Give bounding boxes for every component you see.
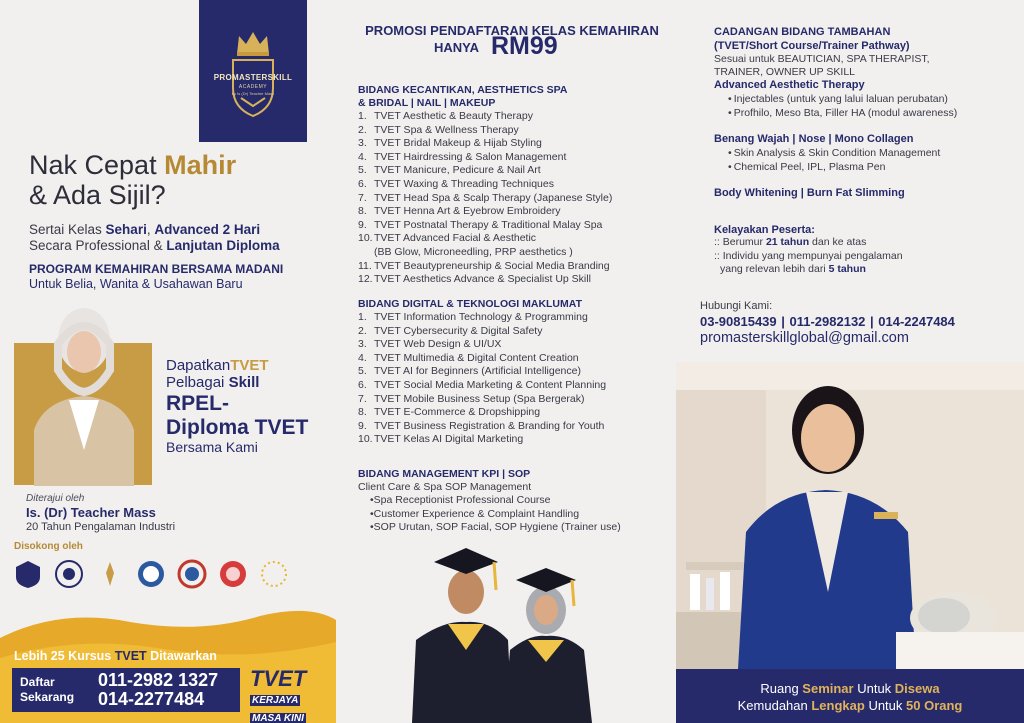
rpel-promo xyxy=(166,357,336,455)
list-item-text: TVET Henna Art & Eyebrow Embroidery xyxy=(374,205,561,218)
headline-line2: & Ada Sijil? xyxy=(29,180,166,210)
list-item-number: 2. xyxy=(358,324,367,337)
eligibility-title: Kelayakan Peserta: xyxy=(714,224,815,236)
list-item-number: 2. xyxy=(358,123,367,136)
eligibility-part: :: Berumur xyxy=(714,236,766,248)
list-item-text: TVET Bridal Makeup & Hijab Styling xyxy=(374,137,542,150)
list-item xyxy=(358,110,668,124)
list-item-text: TVET Cybersecurity & Digital Safety xyxy=(374,324,543,337)
diploma-title: Diploma TVET xyxy=(166,416,309,439)
seminar-bold: Lengkap xyxy=(811,698,865,713)
beauty-course-list xyxy=(358,110,668,287)
seminar-part: Ruang xyxy=(760,681,803,696)
list-item-number: 3. xyxy=(358,338,367,351)
cadangan-desc-2: TRAINER, OWNER UP SKILL xyxy=(714,66,856,78)
contact-email[interactable]: promasterskillglobal@gmail.com xyxy=(700,330,909,346)
list-item-text: TVET Aesthetic & Beauty Therapy xyxy=(374,110,533,122)
list-item xyxy=(358,192,668,206)
list-item-text: TVET Manicure, Pedicure & Nail Art xyxy=(374,164,541,177)
rpel-title: RPEL- xyxy=(166,392,229,415)
partner-logos xyxy=(10,556,330,592)
eligibility-line-2: :: Individu yang mempunyai pengalaman xyxy=(714,249,903,262)
list-item xyxy=(358,260,668,274)
leader-name: Is. (Dr) Teacher Mass xyxy=(26,505,156,520)
list-item xyxy=(358,338,668,352)
list-item-text: TVET Advanced Facial & Aesthetic xyxy=(374,232,537,245)
beauty-section-title xyxy=(358,84,567,110)
partner-logo-3 xyxy=(92,557,127,592)
list-item-number: 11. xyxy=(358,259,372,272)
headline-highlight: Mahir xyxy=(164,150,237,180)
eligibility-bold: 5 tahun xyxy=(828,263,866,275)
list-item-number: 7. xyxy=(358,392,367,405)
list-item-text: TVET Multimedia & Digital Content Creation xyxy=(374,351,579,364)
list-item xyxy=(358,393,668,407)
courses-offered-text xyxy=(14,649,217,663)
partner-logo-5 xyxy=(174,557,209,592)
register-label xyxy=(20,675,74,705)
sertai-bold: Sehari xyxy=(105,222,147,237)
list-item-text: TVET Kelas AI Digital Marketing xyxy=(374,433,524,446)
list-item xyxy=(358,246,668,260)
list-item: • Injectables (untuk yang lalui laluan perubatan) xyxy=(728,93,957,107)
list-item-number: 6. xyxy=(358,378,367,391)
supported-by-label: Disokong oleh xyxy=(14,541,83,552)
digital-course-list xyxy=(358,311,668,447)
list-item-text: TVET Hairdressing & Salon Management xyxy=(374,150,567,163)
digital-section-title: BIDANG DIGITAL & TEKNOLOGI MAKLUMAT xyxy=(358,298,582,310)
list-item-text: TVET Waxing & Threading Techniques xyxy=(374,177,554,190)
leader-info xyxy=(26,493,286,533)
seminar-part: Untuk xyxy=(864,698,907,713)
list-item xyxy=(358,178,668,192)
list-item: • Profhilo, Meso Bta, Filler HA (modul awareness) xyxy=(728,107,957,121)
list-item xyxy=(358,379,668,393)
founder-photo xyxy=(14,300,154,486)
list-item-number: 8. xyxy=(358,205,367,218)
list-item-text: TVET Spa & Wellness Therapy xyxy=(374,123,519,136)
list-item-number: 4. xyxy=(358,351,367,364)
advanced-aesthetic-title: Advanced Aesthetic Therapy xyxy=(714,79,865,91)
management-items xyxy=(370,494,621,535)
list-item-text: (BB Glow, Microneedling, PRP aesthetics ) xyxy=(374,245,573,258)
seminar-bold: 50 Orang xyxy=(906,698,963,713)
benang-list xyxy=(728,147,940,174)
list-item-number: 1. xyxy=(358,311,367,323)
sertai-bold: Lanjutan Diploma xyxy=(166,238,280,253)
seminar-part: Kemudahan xyxy=(737,698,812,713)
management-section-title: BIDANG MANAGEMENT KPI | SOP xyxy=(358,468,531,480)
list-item-number: 1. xyxy=(358,110,367,122)
contact-label: Hubungi Kami: xyxy=(700,300,773,312)
register-now-box[interactable] xyxy=(12,668,240,712)
list-item-number: 9. xyxy=(358,218,367,231)
program-subtitle: Untuk Belia, Wanita & Usahawan Baru xyxy=(29,277,243,291)
list-item-text: TVET Head Spa & Scalp Therapy (Japanese Style) xyxy=(374,191,613,204)
list-item-number: 10. xyxy=(358,232,373,245)
dapatkan-highlight: Skill xyxy=(228,374,260,391)
list-item xyxy=(358,219,668,233)
seminar-bold: Seminar xyxy=(802,681,854,696)
list-item xyxy=(358,352,668,366)
tvet-kerjaya-logo xyxy=(250,668,322,723)
list-item xyxy=(358,420,668,434)
list-item xyxy=(358,232,668,246)
list-item xyxy=(358,311,668,325)
bersama-text: Bersama Kami xyxy=(166,439,258,455)
register-label-2: Sekarang xyxy=(20,690,75,704)
tvet-logo-text: TVET xyxy=(250,666,307,691)
promo-price: RM99 xyxy=(491,32,558,60)
contact-phones[interactable]: 03-90815439 | 011-2982132 | 014-2247484 xyxy=(700,314,955,329)
advanced-aesthetic-list xyxy=(728,93,957,120)
partner-logo-1 xyxy=(10,557,45,592)
list-item-number: 6. xyxy=(358,177,367,190)
list-item xyxy=(358,325,668,339)
list-item xyxy=(358,365,668,379)
eligibility-bold: 21 tahun xyxy=(765,236,810,248)
list-item: •SOP Urutan, SOP Facial, SOP Hygiene (Trainer use) xyxy=(370,521,621,533)
promo-hanya: HANYA xyxy=(434,40,480,55)
brand-sub: ACADEMY xyxy=(238,84,268,90)
register-phone-2[interactable]: 014-2277484 xyxy=(98,689,205,709)
list-item-number: 5. xyxy=(358,365,367,378)
seminar-part: Untuk xyxy=(853,681,895,696)
list-item-number: 10. xyxy=(358,433,373,446)
kursus-part: Ditawarkan xyxy=(146,649,217,663)
list-item-number: 5. xyxy=(358,164,367,177)
eligibility-block xyxy=(714,224,1014,277)
list-item-text: TVET AI for Beginners (Artificial Intelligence) xyxy=(374,365,581,378)
seminar-room-band xyxy=(676,669,1024,723)
leader-experience: 20 Tahun Pengalaman Industri xyxy=(26,521,176,533)
kursus-bold: TVET xyxy=(114,649,147,663)
partner-logo-4 xyxy=(133,557,168,592)
list-item-number: 8. xyxy=(358,406,367,419)
additional-fields-desc xyxy=(714,53,1014,79)
program-block xyxy=(29,262,329,292)
list-item xyxy=(358,406,668,420)
partner-logo-7 xyxy=(256,557,291,592)
body-whitening-title: Body Whitening | Burn Fat Slimming xyxy=(714,187,905,199)
list-item-number: 4. xyxy=(358,150,367,163)
register-phone-1[interactable]: 011-2982 1327 xyxy=(98,670,219,690)
list-item-text: TVET Mobile Business Setup (Spa Bergerak) xyxy=(374,392,585,405)
eligibility-part: yang relevan lebih dari xyxy=(720,263,829,275)
spa-therapist-photo xyxy=(676,362,1024,669)
crown-icon xyxy=(235,30,271,56)
list-item-text: TVET Information Technology & Programming xyxy=(374,311,588,323)
list-item-number xyxy=(358,246,374,260)
tvet-logo-kerjaya: KERJAYA xyxy=(252,695,299,706)
list-item-text: TVET Social Media Marketing & Content Planning xyxy=(374,378,607,391)
list-item: •Spa Receptionist Professional Course xyxy=(370,494,551,506)
promo-title: PROMOSI PENDAFTARAN KELAS KEMAHIRAN xyxy=(365,23,659,38)
dapatkan-text: Dapatkan xyxy=(166,357,231,374)
list-item: • Skin Analysis & Skin Condition Management xyxy=(728,147,940,161)
list-item xyxy=(358,124,668,138)
partner-logo-6 xyxy=(215,557,250,592)
eligibility-part: dan ke atas xyxy=(809,236,867,248)
list-item-text: TVET Postnatal Therapy & Traditional Malay Spa xyxy=(374,218,603,231)
main-headline xyxy=(29,150,329,210)
program-title: PROGRAM KEMAHIRAN BERSAMA MADANI xyxy=(29,262,284,276)
cadangan-desc-1: Sesuai untuk BEAUTICIAN, SPA THERAPIST, xyxy=(714,53,930,65)
dapatkan-text: Pelbagai xyxy=(166,374,229,391)
list-item-number: 7. xyxy=(358,191,367,204)
list-item-text: TVET Business Registration & Branding for Youth xyxy=(374,419,605,432)
sertai-bold: Advanced 2 Hari xyxy=(154,222,261,237)
list-item xyxy=(358,151,668,165)
list-item-number: 12. xyxy=(358,273,373,286)
list-item xyxy=(358,164,668,178)
brand-tag: by Is (Dr) Teacher Mass xyxy=(231,91,275,96)
brand-logo-banner xyxy=(199,0,307,142)
list-item xyxy=(358,273,668,287)
benang-title: Benang Wajah | Nose | Mono Collagen xyxy=(714,133,914,145)
headline-part: Nak Cepat xyxy=(29,150,165,180)
cadangan-title-2: (TVET/Short Course/Trainer Pathway) xyxy=(714,40,910,52)
kursus-part: Lebih 25 Kursus xyxy=(14,649,115,663)
sertai-part: Secara Professional & xyxy=(29,238,167,253)
list-item: •Customer Experience & Complaint Handling xyxy=(370,507,580,520)
seminar-bold: Disewa xyxy=(894,681,940,696)
list-item xyxy=(358,433,668,447)
brand-name: PROMASTERSKILL xyxy=(213,73,293,82)
list-item-text: TVET Aesthetics Advance & Specialist Up Skill xyxy=(374,273,591,286)
tvet-logo-masakini: MASA KINI xyxy=(252,713,304,723)
beauty-title-line1: BIDANG KECANTIKAN, AESTHETICS SPA xyxy=(358,84,568,96)
dapatkan-highlight: TVET xyxy=(230,357,269,374)
list-item: • Chemical Peel, IPL, Plasma Pen xyxy=(728,161,940,175)
beauty-title-line2: & BRIDAL | NAIL | MAKEUP xyxy=(358,97,496,109)
graduates-photo xyxy=(404,540,604,723)
list-item-text: TVET Web Design & UI/UX xyxy=(374,338,502,351)
cadangan-title-1: CADANGAN BIDANG TAMBAHAN xyxy=(714,26,891,38)
management-subtitle: Client Care & Spa SOP Management xyxy=(358,481,532,493)
list-item-text: TVET E-Commerce & Dropshipping xyxy=(374,406,541,419)
additional-fields-title xyxy=(714,25,1014,53)
sertai-part: , xyxy=(146,222,155,237)
register-label-1: Daftar xyxy=(20,675,55,689)
list-item xyxy=(358,137,668,151)
list-item-text: TVET Beautypreneurship & Social Media Branding xyxy=(374,259,610,272)
list-item-number: 9. xyxy=(358,419,367,432)
partner-logo-2 xyxy=(51,557,86,592)
list-item xyxy=(358,205,668,219)
class-offer-text xyxy=(29,222,329,254)
sertai-part: Sertai Kelas xyxy=(29,222,106,237)
list-item-number: 3. xyxy=(358,137,367,150)
leader-label: Diterajui oleh xyxy=(26,493,85,504)
